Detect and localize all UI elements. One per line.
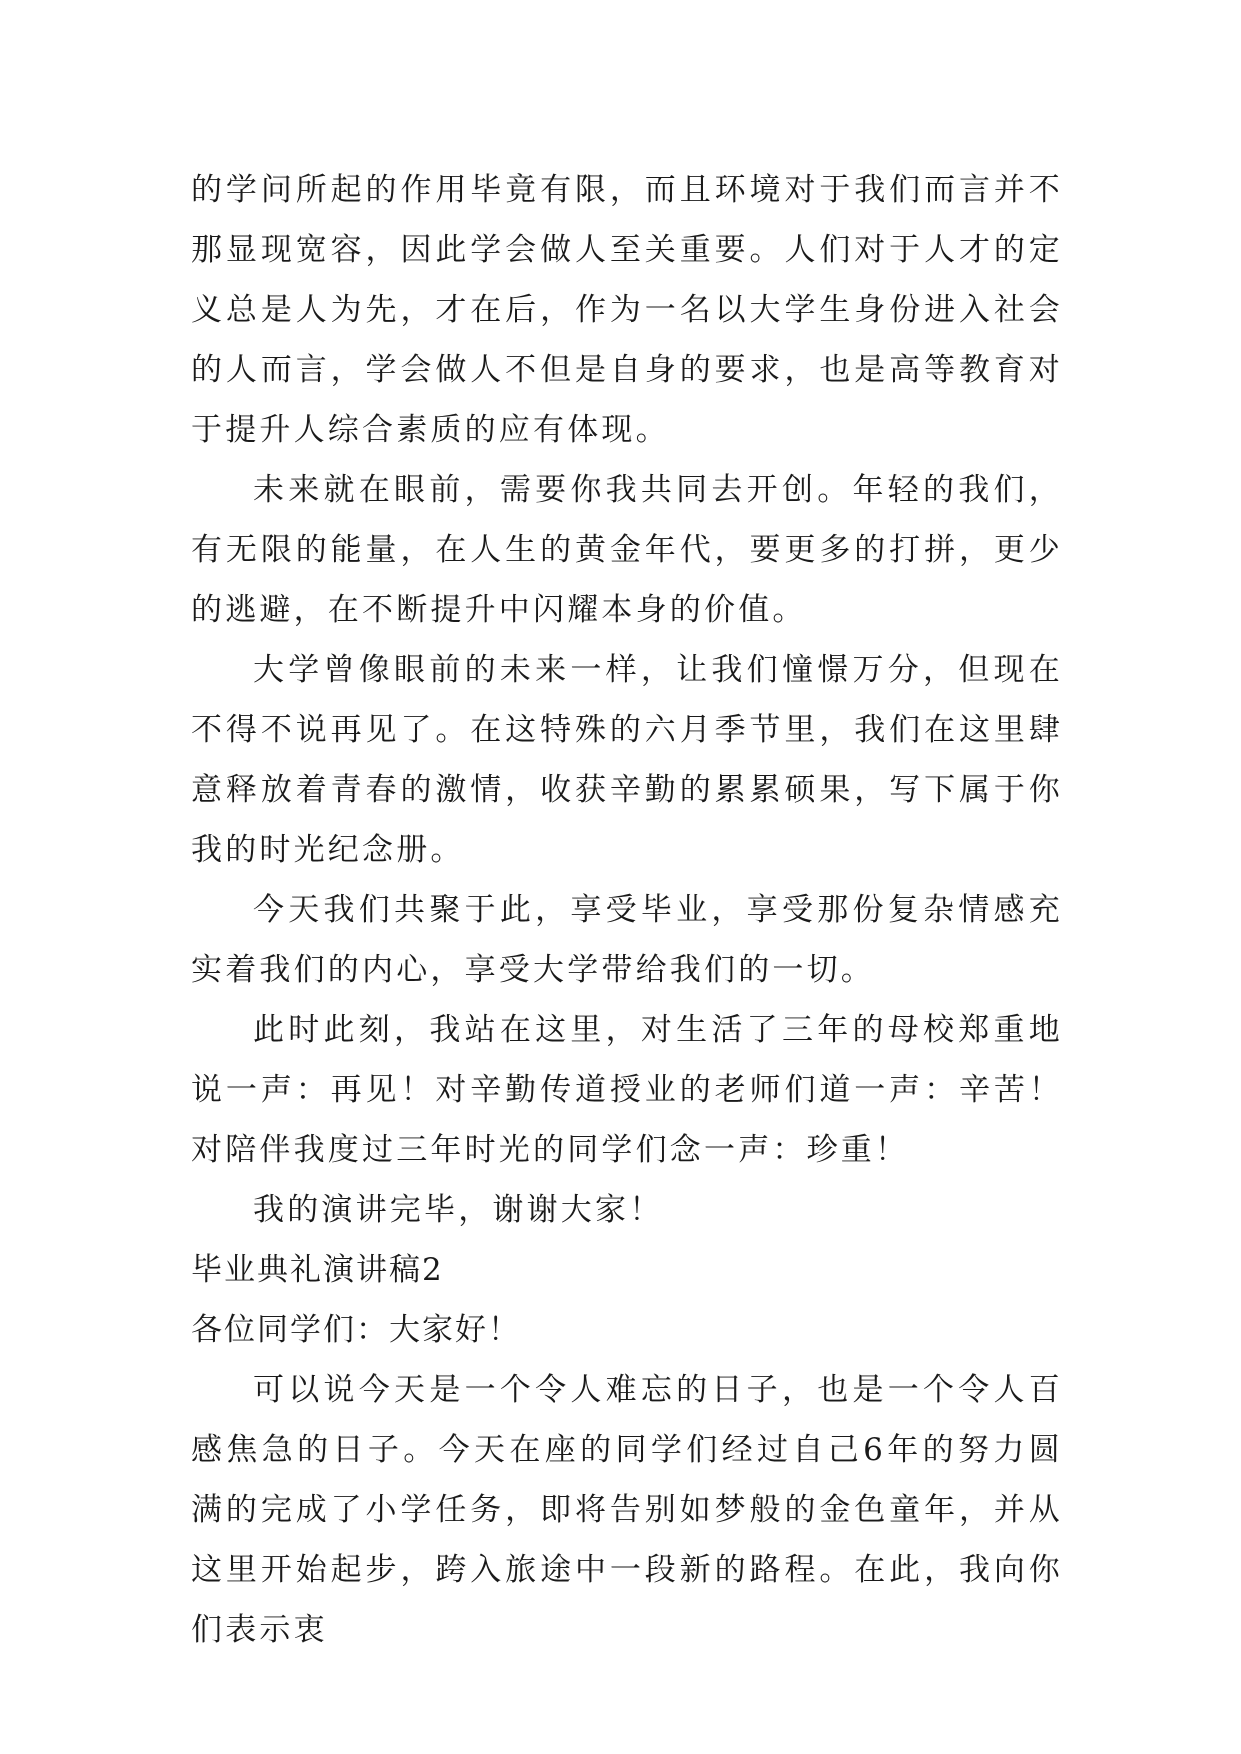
- paragraph-university-farewell: 大学曾像眼前的未来一样，让我们憧憬万分，但现在不得不说再见了。在这特殊的六月季节里，我们在这里肆意释放着青春的激情，收获辛勤的累累硕果，写下属于你我的时光纪念册。: [191, 652, 1063, 868]
- paragraph-memorable-day: 可以说今天是一个令人难忘的日子，也是一个令人百感焦急的日子。今天在座的同学们经过自己6年的努力圆满的完成了小学任务，即将告别如梦般的金色童年，并从这里开始起步，跨入旅途中一段新的路程。在此，我向你们表示衷: [191, 1372, 1063, 1648]
- document-body: [191, 160, 1063, 1660]
- paragraph-education-value: 的学问所起的作用毕竟有限，而且环境对于我们而言并不那显现宽容，因此学会做人至关重要。人们对于人才的定义总是人为先，才在后，作为一名以大学生身份进入社会的人而言，学会做人不但是自身的要求，也是高等教育对于提升人综合素质的应有体现。: [191, 172, 1063, 448]
- greeting-line: 各位同学们：大家好！: [191, 1312, 521, 1348]
- paragraph-speech-end: 我的演讲完毕，谢谢大家！: [253, 1192, 664, 1228]
- paragraph-gathered-today: 今天我们共聚于此，享受毕业，享受那份复杂情感充实着我们的内心，享受大学带给我们的一切。: [191, 892, 1063, 988]
- paragraph-this-moment: 此时此刻，我站在这里，对生活了三年的母校郑重地说一声：再见！对辛勤传道授业的老师们道一声：辛苦！对陪伴我度过三年时光的同学们念一声：珍重！: [191, 1012, 1063, 1168]
- paragraph-future-ahead: 未来就在眼前，需要你我共同去开创。年轻的我们，有无限的能量，在人生的黄金年代，要更多的打拼，更少的逃避，在不断提升中闪耀本身的价值。: [191, 472, 1063, 628]
- section-heading: 毕业典礼演讲稿2: [191, 1252, 444, 1288]
